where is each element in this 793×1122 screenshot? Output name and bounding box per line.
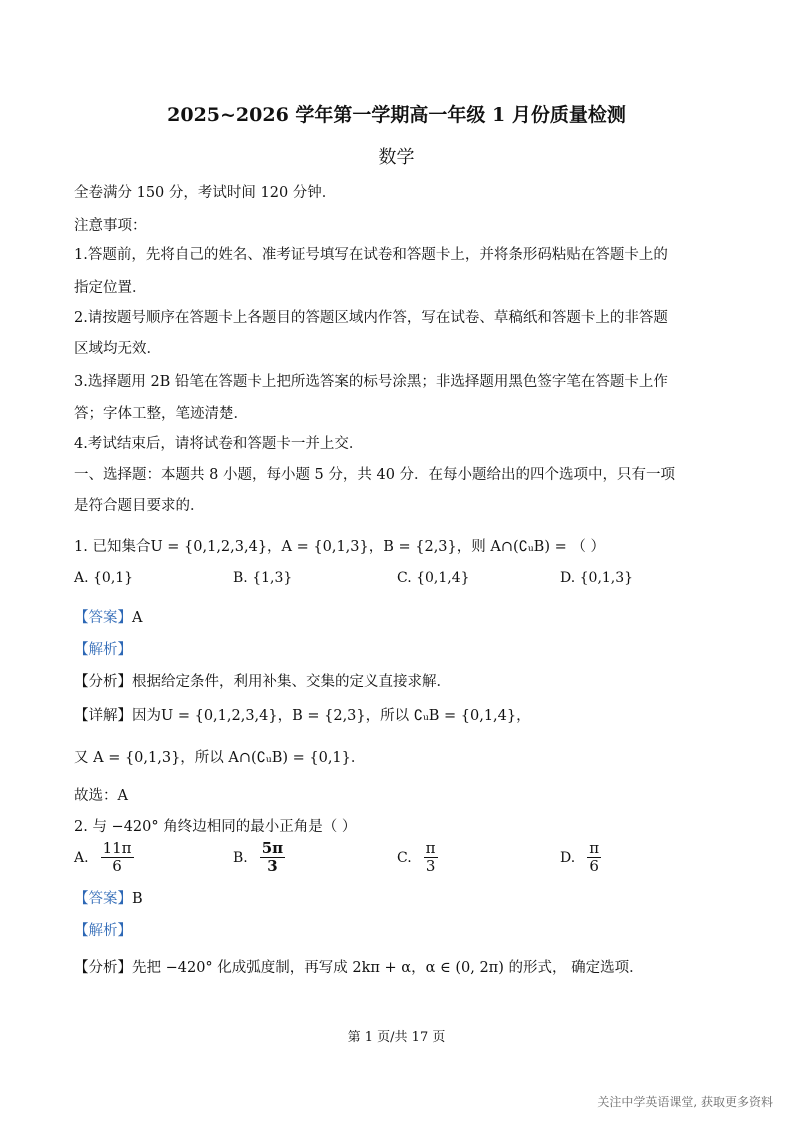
q2-fenxi [74,956,644,977]
q2-option-c-numerator: π [425,839,436,857]
q2-option-b-label: B. [233,849,248,866]
notice-1b: 指定位置． [74,280,147,296]
q2-option-c-label: C. [397,849,412,866]
section-heading-2: 是符合题目要求的． [74,498,205,514]
notice-2a: 2.请按题号顺序在答题卡上各题目的答题区域内作答，写在试卷、草稿纸和答题卡上的非答题 [74,310,668,326]
q2-fenxi-tag: 【分析】 [74,960,132,976]
q2-option-d-numerator: π [589,839,600,857]
q1-answer [74,606,142,627]
q1-option-b: B. {1,3} [233,570,293,586]
notice-3a: 3.选择题用 2B 铅笔在答题卡上把所选答案的标号涂黑；非选择题用黑色签字笔在答题卡上作 [74,374,668,390]
q2-option-b-numerator: 5π [261,839,284,857]
notice-title: 注意事项： [74,218,147,234]
subject-title: 数学 [378,147,415,168]
q2-option-b [233,840,285,875]
q1-detail-tag: 【详解】 [74,708,132,724]
q2-option-d [560,840,601,875]
q2-fenxi-text: 先把 −420° 化成弧度制，再写成 2kπ + α，α ∈ (0, 2π) 的形式， 确定选项． [132,960,644,976]
exam-title: 2025~2026 学年第一学期高一年级 1 月份质量检测 [167,104,626,126]
q1-fenxi [74,670,451,691]
q1-choose: 故选：A [74,788,128,804]
score-line: 全卷满分 150 分，考试时间 120 分钟． [74,185,337,201]
q1-fenxi-tag: 【分析】 [74,674,132,690]
q2-option-d-label: D. [560,849,576,866]
q2-option-c [397,840,438,875]
q2-stem: 2. 与 −420° 角终边相同的最小正角是（ ） [74,819,357,835]
q2-option-d-denominator: 6 [589,857,599,875]
section-heading-1: 一、选择题：本题共 8 小题，每小题 5 分，共 40 分．在每小题给出的四个选项中，只有一项 [74,467,676,483]
notice-3b: 答；字体工整，笔迹清楚． [74,406,248,422]
q2-option-a-fraction [101,840,134,875]
watermark-text: 关注中学英语课堂, 获取更多资料 [597,1095,773,1109]
q1-fenxi-text: 根据给定条件，利用补集、交集的定义直接求解． [132,674,451,690]
q1-answer-value: A [132,610,143,626]
q1-option-d: D. {0,1,3} [560,570,634,586]
q1-detail-2: 又 A = {0,1,3}，所以 A∩(∁ᵤB) = {0,1}． [74,750,366,766]
q1-detail-1 [74,704,531,725]
notice-1a: 1.答题前，先将自己的姓名、准考证号填写在试卷和答题卡上，并将条形码粘贴在答题卡上的 [74,247,668,263]
page-number: 第 1 页/共 17 页 [347,1030,446,1045]
q2-option-a-numerator: 11π [102,839,132,857]
q2-option-b-fraction [260,840,285,875]
q2-option-b-denominator: 3 [267,857,278,875]
q1-answer-tag: 【答案】 [74,610,132,626]
q2-option-a-denominator: 6 [112,857,122,875]
q2-option-c-denominator: 3 [425,857,436,875]
q2-answer [74,887,143,908]
q1-analysis-tag: 【解析】 [74,642,132,658]
q2-analysis-tag: 【解析】 [74,923,132,939]
q1-detail-text-1: 因为U = {0,1,2,3,4}，B = {2,3}，所以 ∁ᵤB = {0,1,4}， [132,708,531,724]
q2-option-c-fraction [424,840,438,875]
q1-stem: 1. 已知集合U = {0,1,2,3,4}，A = {0,1,3}，B = {2,3}，则 A∩(∁ᵤB) = （ ） [74,539,605,555]
q1-option-c: C. {0,1,4} [397,570,470,586]
q1-option-a: A. {0,1} [74,570,134,586]
q2-option-a-label: A. [74,849,89,866]
q2-answer-value: B [132,891,143,907]
notice-2b: 区域均无效． [74,341,161,357]
q2-option-d-fraction [587,840,601,875]
q2-option-a [74,840,134,875]
notice-4: 4.考试结束后，请将试卷和答题卡一并上交． [74,436,364,452]
q2-answer-tag: 【答案】 [74,891,132,907]
